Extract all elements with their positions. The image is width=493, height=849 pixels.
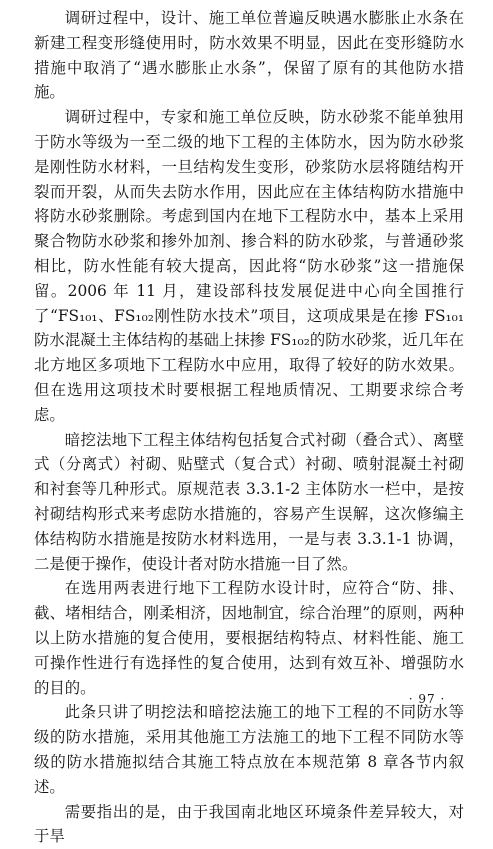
paragraph-1: 调研过程中，设计、施工单位普遍反映遇水膨胀止水条在新建工程变形缝使用时，防水效果不明显，因此在变形缝防水措施中取消了“遇水膨胀止水条”，保留了原有的其他防水措施。 bbox=[34, 6, 464, 105]
paragraph-6: 需要指出的是，由于我国南北地区环境条件差异较大，对于旱 bbox=[34, 800, 464, 849]
paragraph-3: 暗挖法地下工程主体结构包括复合式衬砌（叠合式）、离壁式（分离式）衬砌、贴壁式（复合式）衬砌、喷射混凝土衬砌和衬套等几种形式。原规范表 3.3.1-2 主体防水一栏中，是按衬砌结构形式来考虑防水措施的，容易产生误解，这次修编主体结构防水措施是按防水材料选用，一是与表 3.3.1-1 协调，二是便于操作，使设计者对防水措施一目了然。 bbox=[34, 428, 464, 577]
body-text bbox=[34, 6, 464, 849]
paragraph-4: 在选用两表进行地下工程防水设计时，应符合“防、排、截、堵相结合，刚柔相济，因地制宜，综合治理”的原则，两种以上防水措施的复合使用，要根据结构特点、材料性能、施工可操作性进行有选择性的复合使用，达到有效互补、增强防水的目的。 bbox=[34, 576, 464, 700]
paragraph-2: 调研过程中，专家和施工单位反映，防水砂浆不能单独用于防水等级为一至二级的地下工程的主体防水，因为防水砂浆是刚性防水材料，一旦结构发生变形，砂浆防水层将随结构开裂而开裂，从而失去防水作用，因此应在主体结构防水措施中将防水砂浆删除。考虑到国内在地下工程防水中，基本上采用聚合物防水砂浆和掺外加剂、掺合料的防水砂浆，与普通砂浆相比，防水性能有较大提高，因此将“防水砂浆”这一措施保留。2006 年 11 月，建设部科技发展促进中心向全国推行了“FS₁₀₁、FS₁₀₂刚性防水技术”项目，这项成果是在掺 FS₁₀₁ 防水混凝土主体结构的基础上抹掺 FS₁₀₂的防水砂浆，近几年在北方地区多项地下工程防水中应用，取得了较好的防水效果。但在选用这项技术时要根据工程地质情况、工期要求综合考虑。 bbox=[34, 105, 464, 427]
page-number: · 97 · bbox=[398, 691, 456, 707]
paragraph-5: 此条只讲了明挖法和暗挖法施工的地下工程的不同防水等级的防水措施，采用其他施工方法施工的地下工程不同防水等级的防水措施拟结合其施工特点放在本规范第 8 章各节内叙述。 bbox=[34, 700, 464, 799]
